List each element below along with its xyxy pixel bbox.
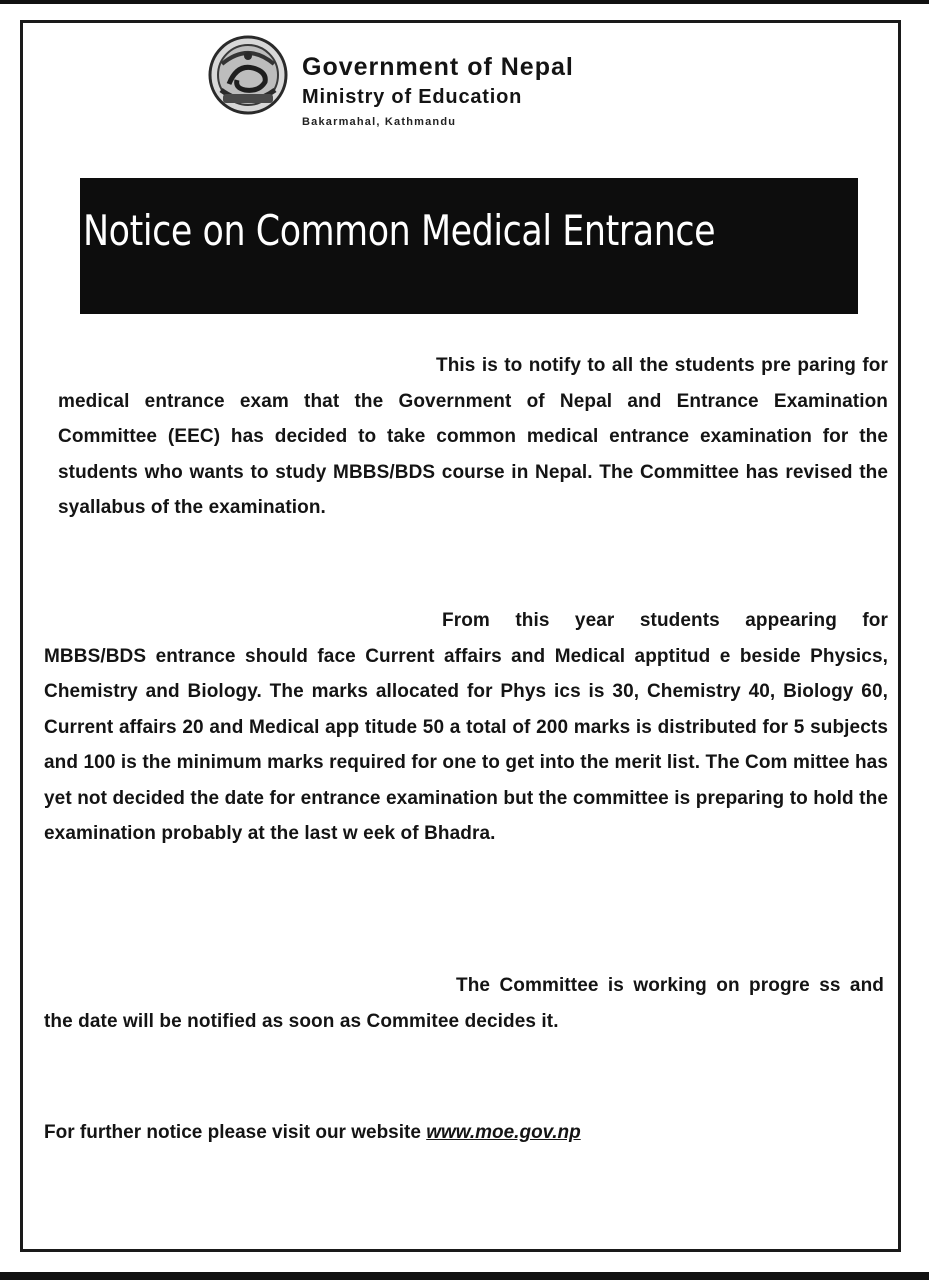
ministry-name: Ministry of Education: [302, 86, 523, 108]
nepal-government-emblem-icon: [207, 34, 289, 116]
government-name: Government of Nepal: [302, 53, 574, 81]
paragraph-progress: The Committee is working on progre ss and the date will be notified as soon as Commitee decides it.: [44, 975, 884, 1032]
website-link[interactable]: www.moe.gov.np: [426, 1122, 581, 1143]
footer-text: For further notice please visit our website: [44, 1122, 421, 1143]
top-border: [0, 0, 929, 4]
ministry-address: Bakarmahal, Kathmandu: [302, 116, 457, 128]
paragraph-syllabus: From this year students appearing for MBBS/BDS entrance should face Current affairs and Medical apptitud e beside Physics, Chemistry and Biology. The marks allocated for Phys ics is 30, Chemistry 40, Biology 60, Current affairs 20 and Medical app titude 50 a total of 200 marks is distributed for 5 subjects and 100 is the minimum marks required for one to get into the merit list. The Com mittee has yet not decided the date for entrance examination but the committee is preparing to hold the examination probably at the last w eek of Bhadra.: [44, 610, 888, 844]
letterhead: [302, 52, 574, 132]
notice-title: Notice on Common Medical Entrance: [83, 206, 716, 255]
footer-notice: [44, 1116, 581, 1150]
paragraph-intro: This is to notify to all the students pre paring for medical entrance exam that the Government of Nepal and Entrance Examination Committee (EEC) has decided to take common medical entrance examination for the students who wants to study MBBS/BDS course in Nepal. The Committee has revised the syallabus of the examination.: [58, 355, 888, 518]
bottom-border: [0, 1272, 929, 1280]
